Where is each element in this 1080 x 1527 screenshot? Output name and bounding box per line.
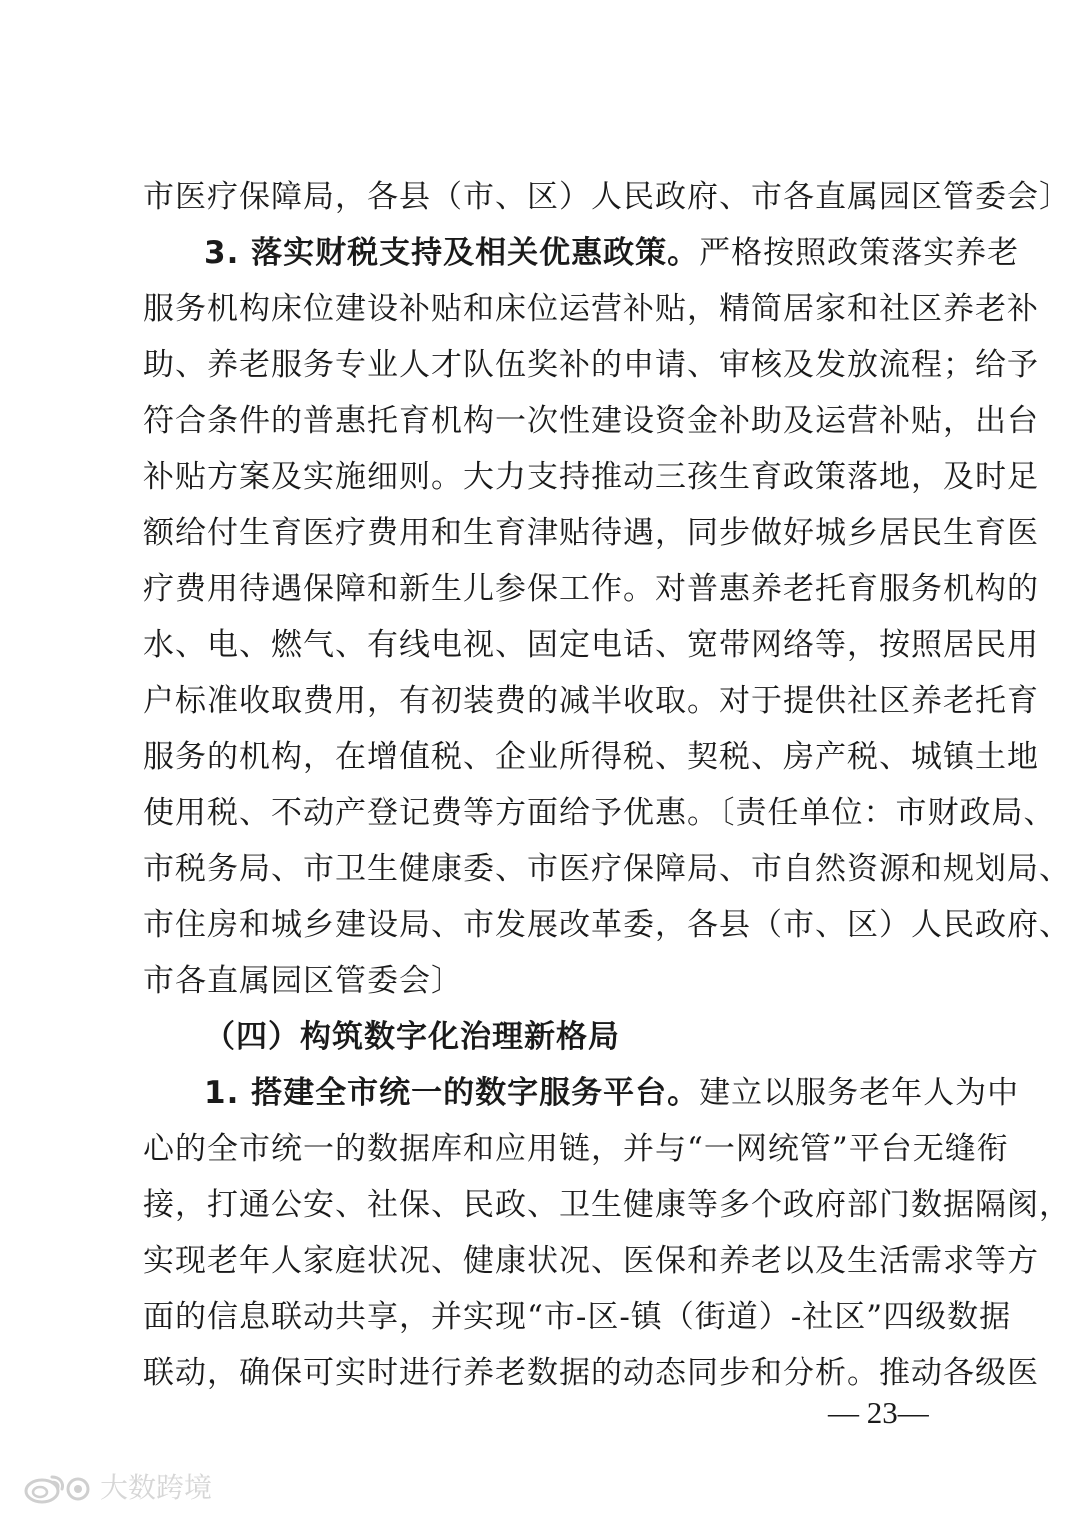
- text-line: [204, 1073, 1020, 1113]
- text-line: [143, 793, 1056, 833]
- line-text: 实现老年人家庭状况、健康状况、医保和养老以及生活需求等方: [143, 1243, 1039, 1279]
- text-line: [143, 177, 1071, 217]
- text-line: [143, 569, 1039, 609]
- text-line: [143, 1185, 1071, 1225]
- item-lead: 1. 搭建全市统一的数字服务平台。: [204, 1075, 700, 1111]
- line-text: 市税务局、市卫生健康委、市医疗保障局、市自然资源和规划局、: [143, 851, 1071, 887]
- item-lead: 3. 落实财税支持及相关优惠政策。: [204, 235, 700, 271]
- section-heading-line: [204, 1017, 944, 1057]
- line-text: 建立以服务老年人为中: [699, 1075, 1020, 1111]
- text-line: [143, 681, 1039, 721]
- line-text: 严格按照政策落实养老: [699, 235, 1020, 271]
- line-text: 心的全市统一的数据库和应用链，并与“一网统管”平台无缝衔: [143, 1131, 1009, 1167]
- line-text: 接，打通公安、社保、民政、卫生健康等多个政府部门数据隔阂，: [143, 1187, 1071, 1223]
- text-line: [143, 1241, 1039, 1281]
- watermark: [22, 1470, 212, 1506]
- line-text: 水、电、燃气、有线电视、固定电话、宽带网络等，按照居民用: [143, 627, 1039, 663]
- line-text: 市医疗保障局，各县（市、区）人民政府、市各直属园区管委会〕: [143, 179, 1071, 215]
- line-text: 市住房和城乡建设局、市发展改革委，各县（市、区）人民政府、: [143, 907, 1071, 943]
- text-line: [143, 905, 1071, 945]
- text-line: [143, 737, 1039, 777]
- line-text: 联动，确保可实时进行养老数据的动态同步和分析。推动各级医: [143, 1355, 1039, 1391]
- text-line: [143, 513, 1039, 553]
- line-text: 户标准收取费用，有初装费的减半收取。对于提供社区养老托育: [143, 683, 1039, 719]
- text-line: [143, 961, 943, 1001]
- line-text: 使用税、不动产登记费等方面给予优惠。〔责任单位：市财政局、: [143, 795, 1056, 831]
- text-line: [143, 625, 1039, 665]
- line-text: 符合条件的普惠托育机构一次性建设资金补助及运营补贴，出台: [143, 403, 1039, 439]
- line-text: 额给付生育医疗费用和生育津贴待遇，同步做好城乡居民生育医: [143, 515, 1039, 551]
- line-text: 市各直属园区管委会〕: [143, 963, 463, 999]
- text-line: [143, 1297, 1012, 1337]
- line-text: 面的信息联动共享，并实现“市-区-镇（街道）-社区”四级数据: [143, 1299, 1012, 1335]
- line-text: 服务机构床位建设补贴和床位运营补贴，精简居家和社区养老补: [143, 291, 1039, 327]
- text-line: [143, 849, 1071, 889]
- line-text: 疗费用待遇保障和新生儿参保工作。对普惠养老托育服务机构的: [143, 571, 1039, 607]
- text-line: [204, 233, 1020, 273]
- weibo-logo-icon: [22, 1471, 92, 1505]
- line-text: 服务的机构，在增值税、企业所得税、契税、房产税、城镇土地: [143, 739, 1039, 775]
- text-line: [143, 345, 1039, 385]
- text-line: [143, 289, 1039, 329]
- text-line: [143, 1129, 1009, 1169]
- text-line: [143, 1353, 1039, 1393]
- page-number: — 23—: [828, 1395, 929, 1430]
- text-line: [143, 401, 1039, 441]
- line-text: 助、养老服务专业人才队伍奖补的申请、审核及发放流程；给予: [143, 347, 1039, 383]
- text-line: [143, 457, 1039, 497]
- watermark-text: 大数跨境: [100, 1471, 213, 1504]
- section-heading: （四）构筑数字化治理新格局: [204, 1019, 620, 1055]
- line-text: 补贴方案及实施细则。大力支持推动三孩生育政策落地，及时足: [143, 459, 1039, 495]
